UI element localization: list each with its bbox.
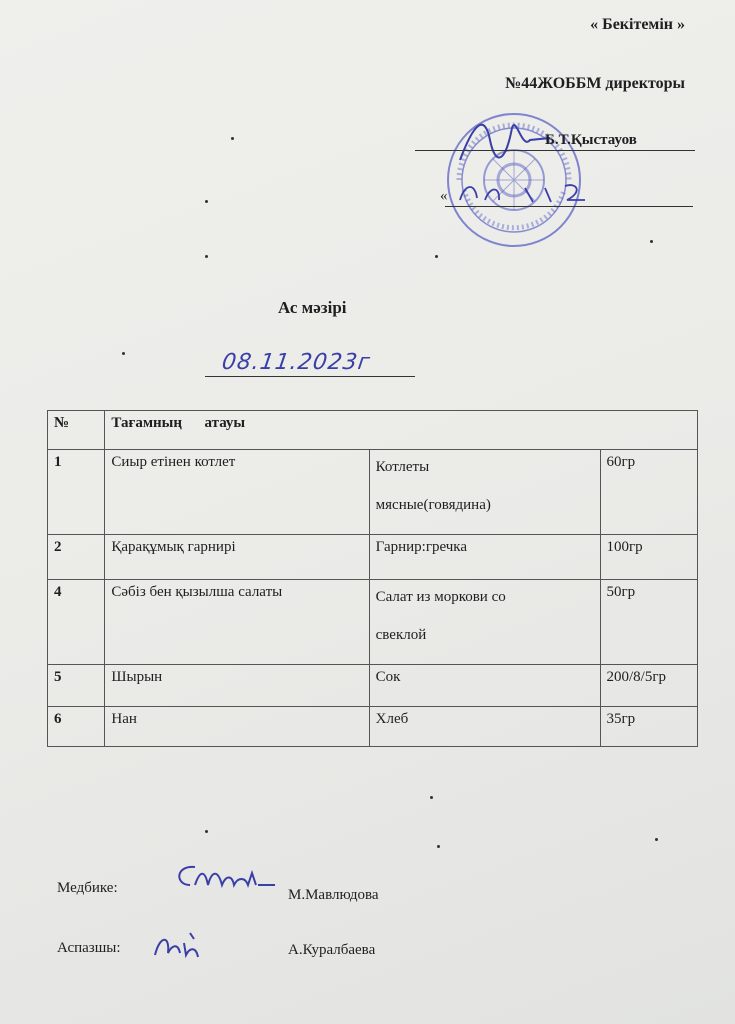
paper-speck (430, 796, 433, 799)
dish-name-ru (369, 580, 600, 665)
paper-speck (231, 137, 234, 140)
director-name: Б.Т.Қыстауов (545, 132, 637, 148)
approval-date-line (445, 206, 693, 207)
director-signature-line (415, 150, 695, 151)
paper-speck (437, 845, 440, 848)
menu-date-underline (205, 376, 415, 377)
dish-quantity: 35гр (600, 707, 698, 747)
approval-date-handwriting (455, 178, 605, 208)
dish-name-kz: Қарақұмық гарнирі (105, 535, 369, 580)
director-signature (450, 110, 560, 170)
table-row (48, 580, 698, 665)
paper-speck (205, 830, 208, 833)
paper-speck (435, 255, 438, 258)
row-number: 5 (48, 665, 105, 707)
table-row (48, 707, 698, 747)
menu-table (47, 410, 698, 747)
cook-label: Аспазшы: (57, 940, 121, 956)
dish-name-kz: Шырын (105, 665, 369, 707)
dish-name-ru-line2: свеклой (375, 627, 427, 643)
row-number: 6 (48, 707, 105, 747)
row-number: 2 (48, 535, 105, 580)
paper-speck (655, 838, 658, 841)
table-row (48, 665, 698, 707)
row-number: 1 (48, 450, 105, 535)
dish-name-ru (369, 450, 600, 535)
nurse-signature (170, 855, 280, 900)
paper-speck (122, 352, 125, 355)
table-row (48, 450, 698, 535)
approval-heading: « Бекітемін » (590, 16, 685, 33)
director-title: №44ЖОББМ директоры (505, 75, 685, 92)
dish-name-ru: Сок (369, 665, 600, 707)
dish-quantity: 50гр (600, 580, 698, 665)
approval-date-quote: « (440, 188, 448, 204)
dish-name-ru-line1: Котлеты (375, 459, 430, 475)
dish-name-kz: Нан (105, 707, 369, 747)
table-row (48, 535, 698, 580)
dish-name-kz: Сәбіз бен қызылша салаты (105, 580, 369, 665)
dish-name-ru-line1: Салат из моркови со (375, 589, 506, 605)
dish-quantity: 200/8/5гр (600, 665, 698, 707)
row-number: 4 (48, 580, 105, 665)
cook-name: А.Куралбаева (288, 942, 376, 958)
paper-speck (205, 200, 208, 203)
paper-speck (650, 240, 653, 243)
table-header-row (48, 411, 698, 450)
nurse-name: М.Мавлюдова (288, 887, 379, 903)
dish-quantity: 100гр (600, 535, 698, 580)
header-number: № (48, 411, 105, 450)
dish-name-ru: Хлеб (369, 707, 600, 747)
menu-date: 08.11.2023г (220, 350, 373, 375)
header-dish-name: Тағамның атауы (105, 411, 698, 450)
nurse-label: Медбике: (57, 880, 118, 896)
paper-speck (205, 255, 208, 258)
dish-name-kz: Сиыр етінен котлет (105, 450, 369, 535)
dish-name-ru-line2: мясные(говядина) (375, 497, 491, 513)
dish-name-ru: Гарнир:гречка (369, 535, 600, 580)
menu-title: Ас мәзірі (278, 298, 347, 317)
cook-signature (150, 925, 210, 965)
dish-quantity: 60гр (600, 450, 698, 535)
